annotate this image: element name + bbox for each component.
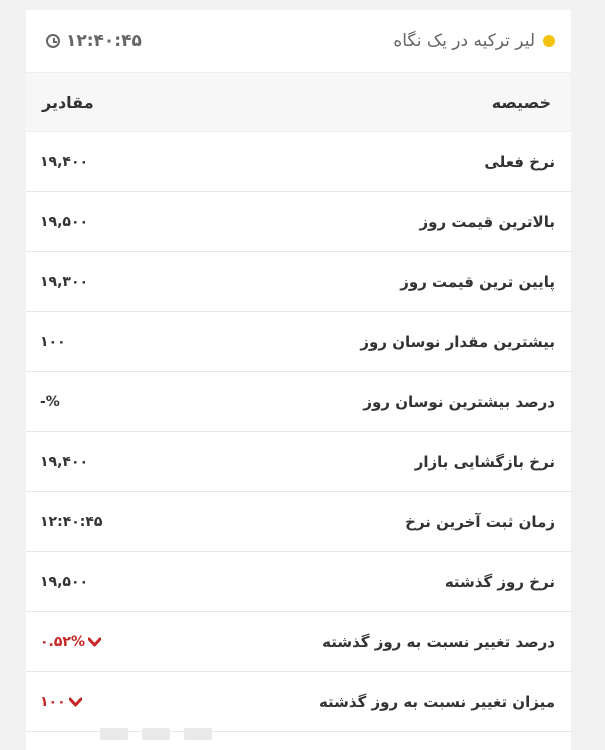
table-row	[26, 432, 571, 492]
clock-icon	[46, 34, 60, 48]
table-row	[26, 192, 571, 252]
update-time	[46, 31, 142, 51]
row-value: ۱۹,۴۰۰	[40, 153, 89, 170]
change-amount-value: ۱۰۰	[40, 693, 66, 710]
row-value: ۱۹,۵۰۰	[40, 573, 89, 590]
row-label: نرخ روز گذشته	[444, 572, 555, 591]
title-group	[393, 31, 555, 51]
row-label: نرخ فعلی	[484, 152, 555, 171]
card-title: لیر ترکیه در یک نگاه	[393, 31, 535, 51]
chevron-down-icon	[69, 697, 82, 707]
status-dot-icon	[543, 35, 555, 47]
column-header-values: مقادیر	[42, 92, 94, 112]
row-value: ۱۹,۴۰۰	[40, 453, 89, 470]
page-button[interactable]	[142, 728, 170, 740]
row-value: -%	[40, 393, 60, 410]
table-row	[26, 612, 571, 672]
row-value: ۱۹,۵۰۰	[40, 213, 89, 230]
row-value: ۱۲:۴۰:۴۵	[40, 513, 103, 530]
table-row	[26, 252, 571, 312]
table-row	[26, 672, 571, 732]
row-label: نرخ بازگشایی بازار	[414, 452, 555, 471]
row-label: پایین ترین قیمت روز	[400, 272, 555, 291]
pagination	[100, 728, 212, 740]
card-header	[26, 10, 571, 73]
change-percent-value: ۰.۵۲%	[40, 633, 85, 650]
table-row	[26, 312, 571, 372]
row-label: زمان ثبت آخرین نرخ	[405, 512, 555, 531]
row-value-change-amount	[40, 694, 82, 710]
table-row	[26, 132, 571, 192]
summary-card	[26, 10, 571, 750]
row-label: درصد بیشترین نوسان روز	[363, 392, 555, 411]
row-label: میزان تغییر نسبت به روز گذشته	[318, 692, 555, 711]
page-button[interactable]	[184, 728, 212, 740]
page-button[interactable]	[100, 728, 128, 740]
row-value-change-percent	[40, 634, 101, 650]
row-label: درصد تغییر نسبت به روز گذشته	[322, 632, 555, 651]
row-value: ۱۹,۳۰۰	[40, 273, 89, 290]
row-value: ۱۰۰	[40, 333, 66, 350]
update-time-value: ۱۲:۴۰:۴۵	[66, 31, 142, 51]
row-label: بالاترین قیمت روز	[419, 212, 555, 231]
table-row	[26, 552, 571, 612]
row-label: بیشترین مقدار نوسان روز	[360, 332, 555, 351]
column-header-property: خصیصه	[491, 92, 551, 112]
chevron-down-icon	[88, 637, 101, 647]
table-row	[26, 492, 571, 552]
table-header	[26, 73, 571, 132]
table-row	[26, 372, 571, 432]
